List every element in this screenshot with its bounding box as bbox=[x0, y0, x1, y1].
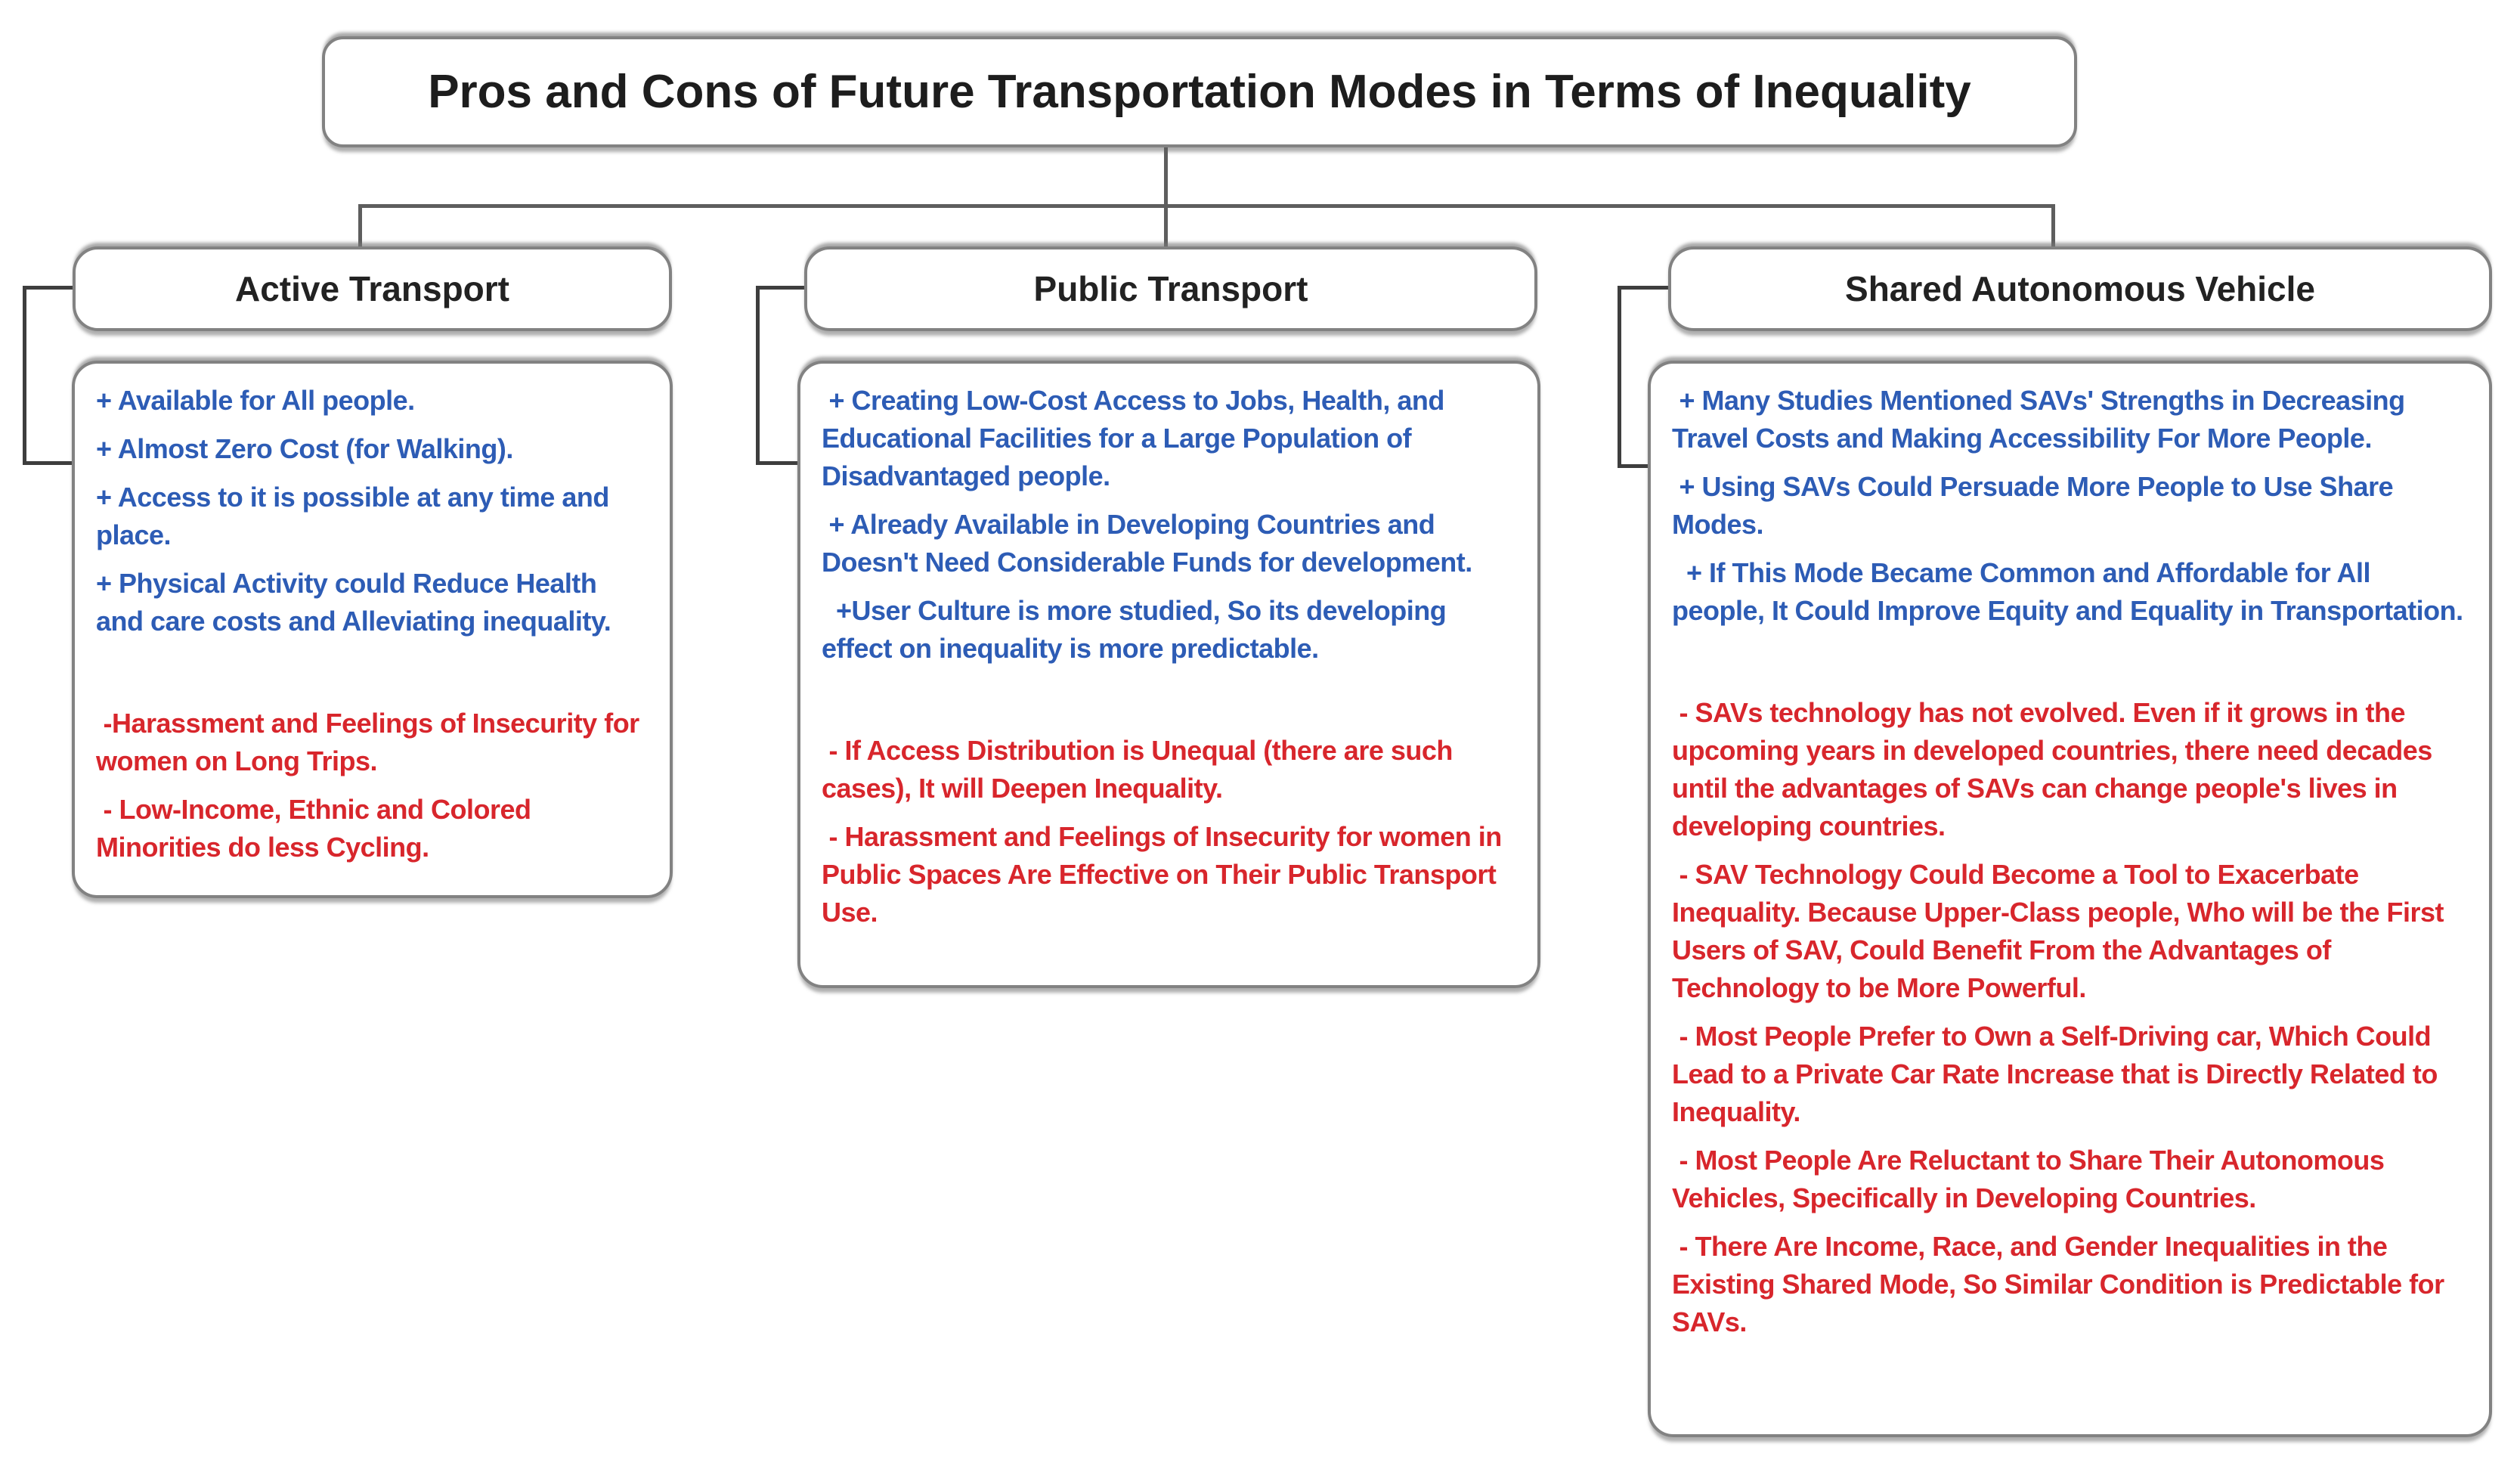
con-item: - SAV Technology Could Become a Tool to Exacerbate Inequality. Because Upper-Class people, Who will be the First Users of SAV, Could Benefit From the Advantages of Technology to be More Powerful. bbox=[1672, 859, 2451, 1003]
column-title: Active Transport bbox=[235, 269, 509, 308]
column-header-active-transport bbox=[73, 246, 672, 331]
con-item: - Most People Prefer to Own a Self-Driving car, Which Could Lead to a Private Car Rate Increase that is Directly Related to Inequality. bbox=[1672, 1021, 2445, 1127]
bracket-sav-bottom bbox=[1618, 464, 1649, 468]
column-header-public-transport bbox=[804, 246, 1537, 331]
connector-drop-sav bbox=[2051, 204, 2055, 248]
connector-branch-line bbox=[358, 204, 2055, 208]
bracket-active-top bbox=[23, 286, 74, 290]
con-item: - Low-Income, Ethnic and Colored Minorities do less Cycling. bbox=[96, 794, 539, 863]
connector-drop-active bbox=[358, 204, 362, 248]
title-box bbox=[322, 36, 2077, 147]
pro-item: + Access to it is possible at any time and place. bbox=[96, 482, 617, 550]
connector-title-stem bbox=[1164, 147, 1168, 206]
pros-list bbox=[822, 382, 1516, 668]
con-item: - SAVs technology has not evolved. Even if it grows in the upcoming years in developed countries, there need decades until the advantages of SAVs can change people's lives in developing countries. bbox=[1672, 697, 2440, 841]
pro-item: + Almost Zero Cost (for Walking). bbox=[96, 433, 513, 464]
bracket-sav-vertical bbox=[1618, 286, 1621, 468]
bracket-public-bottom bbox=[756, 461, 799, 465]
cons-list bbox=[822, 732, 1516, 931]
column-header-shared-autonomous-vehicle bbox=[1668, 246, 2492, 331]
bracket-public-top bbox=[756, 286, 806, 290]
diagram-title: Pros and Cons of Future Transportation Modes in Terms of Inequality bbox=[428, 66, 1971, 118]
con-item: - Most People Are Reluctant to Share Their Autonomous Vehicles, Specifically in Developing Countries. bbox=[1672, 1145, 2392, 1213]
pro-item: + Already Available in Developing Countries and Doesn't Need Considerable Funds for development. bbox=[822, 509, 1472, 578]
pro-item: + Many Studies Mentioned SAVs' Strengths in Decreasing Travel Costs and Making Accessibility For More People. bbox=[1672, 385, 2413, 454]
pro-item: + Physical Activity could Reduce Health and care costs and Alleviating inequality. bbox=[96, 568, 611, 637]
pro-item: +User Culture is more studied, So its developing effect on inequality is more predictable. bbox=[822, 595, 1453, 664]
cons-list bbox=[1672, 694, 2468, 1341]
pro-item: + Available for All people. bbox=[96, 385, 415, 416]
con-item: - Harassment and Feelings of Insecurity for women in Public Spaces Are Effective on Their Public Transport Use. bbox=[822, 821, 1509, 928]
connector-drop-public bbox=[1164, 204, 1168, 248]
pro-item: + If This Mode Became Common and Affordable for All people, It Could Improve Equity and Equality in Transportation. bbox=[1672, 557, 2463, 626]
column-content-active-transport bbox=[72, 361, 673, 898]
bracket-active-vertical bbox=[23, 286, 26, 465]
bracket-active-bottom bbox=[23, 461, 73, 465]
con-item: -Harassment and Feelings of Insecurity for women on Long Trips. bbox=[96, 708, 647, 776]
bracket-sav-top bbox=[1618, 286, 1670, 290]
column-content-public-transport bbox=[797, 361, 1540, 988]
bracket-public-vertical bbox=[756, 286, 760, 465]
pros-list bbox=[96, 382, 649, 640]
column-content-shared-autonomous-vehicle bbox=[1648, 361, 2492, 1437]
pro-item: + Creating Low-Cost Access to Jobs, Health, and Educational Facilities for a Large Population of Disadvantaged people. bbox=[822, 385, 1452, 491]
column-title: Shared Autonomous Vehicle bbox=[1845, 269, 2315, 308]
con-item: - There Are Income, Race, and Gender Inequalities in the Existing Shared Mode, So Similar Condition is Predictable for SAVs. bbox=[1672, 1231, 2452, 1337]
pro-item: + Using SAVs Could Persuade More People to Use Share Modes. bbox=[1672, 471, 2401, 540]
con-item: - If Access Distribution is Unequal (there are such cases), It will Deepen Inequality. bbox=[822, 735, 1460, 804]
pros-list bbox=[1672, 382, 2468, 630]
cons-list bbox=[96, 705, 649, 866]
column-title: Public Transport bbox=[1033, 269, 1308, 308]
